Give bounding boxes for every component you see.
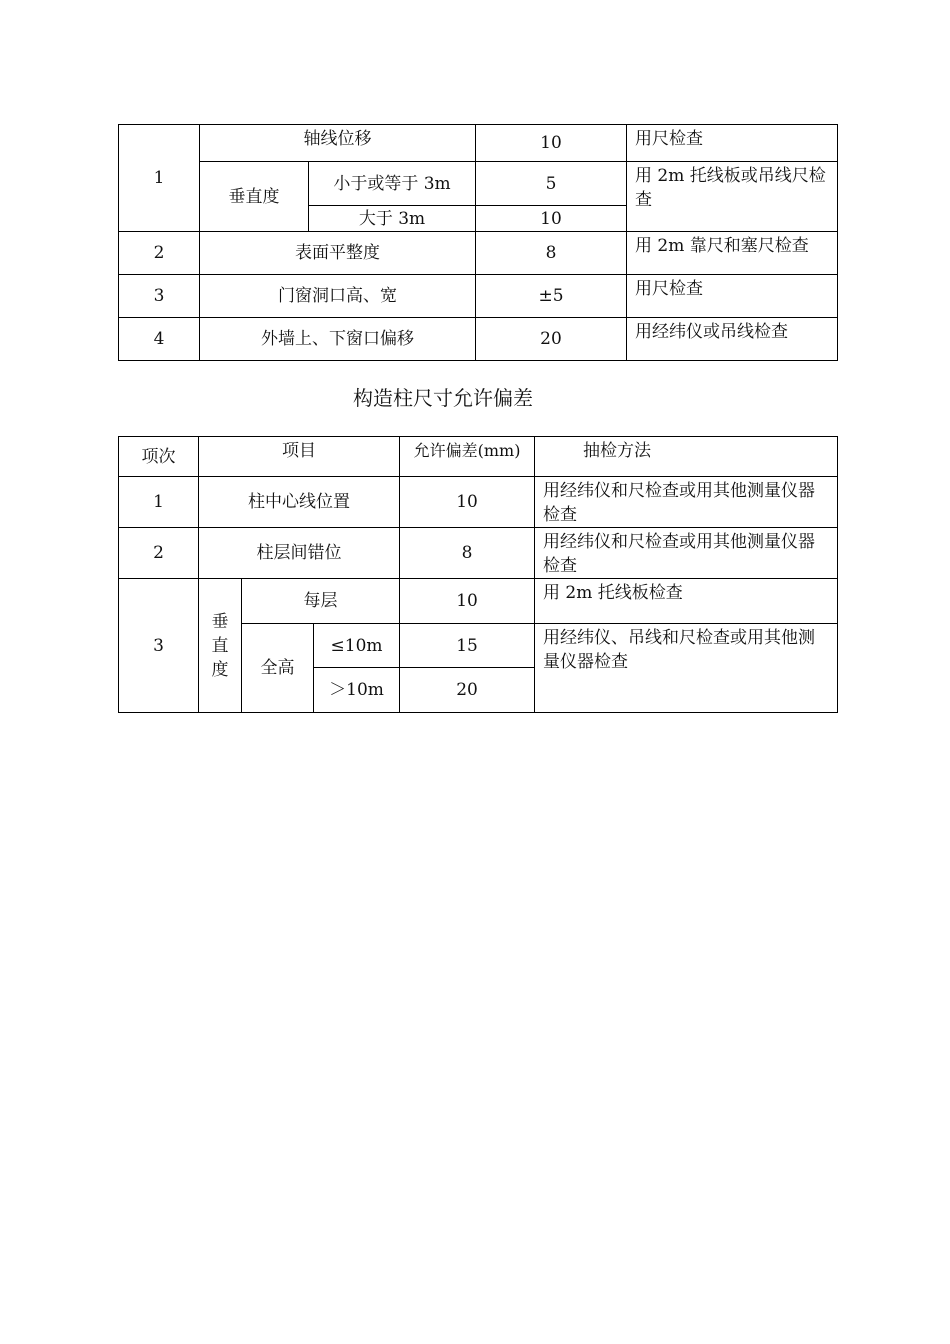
header-no: 项次 bbox=[119, 437, 199, 477]
value-cell: 8 bbox=[400, 528, 535, 579]
row-no: 1 bbox=[119, 477, 199, 528]
sub-item-cell: 大于 3m bbox=[309, 206, 476, 232]
value-cell: 10 bbox=[400, 477, 535, 528]
sub-item-cell: ＞10m bbox=[314, 668, 400, 713]
item-cell: 外墙上、下窗口偏移 bbox=[200, 318, 476, 361]
item-cell: 轴线位移 bbox=[200, 125, 476, 162]
group-label: 垂直度 bbox=[211, 611, 229, 680]
value-cell: 10 bbox=[400, 579, 535, 624]
value-cell: ±5 bbox=[476, 275, 627, 318]
method-cell: 用经纬仪、吊线和尺检查或用其他测量仪器检查 bbox=[535, 624, 838, 713]
row-no: 3 bbox=[119, 275, 200, 318]
method-cell: 用经纬仪和尺检查或用其他测量仪器检查 bbox=[535, 477, 838, 528]
row-no: 3 bbox=[119, 579, 199, 713]
header-tolerance: 允许偏差(mm) bbox=[400, 437, 535, 477]
group-cell: 垂直度 bbox=[200, 162, 309, 232]
method-cell: 用尺检查 bbox=[627, 275, 838, 318]
row-no: 4 bbox=[119, 318, 200, 361]
value-cell: 10 bbox=[476, 125, 627, 162]
item-cell: 柱层间错位 bbox=[199, 528, 400, 579]
sub-item-cell: 小于或等于 3m bbox=[309, 162, 476, 206]
item-cell: 柱中心线位置 bbox=[199, 477, 400, 528]
row-no: 1 bbox=[119, 125, 200, 232]
sub-item-cell: 每层 bbox=[242, 579, 400, 624]
row-no: 2 bbox=[119, 528, 199, 579]
tolerance-table-2 bbox=[118, 436, 838, 713]
header-method: 抽检方法 bbox=[535, 437, 838, 477]
value-cell: 5 bbox=[476, 162, 627, 206]
item-cell: 门窗洞口高、宽 bbox=[200, 275, 476, 318]
tolerance-table-1 bbox=[118, 124, 838, 361]
value-cell: 8 bbox=[476, 232, 627, 275]
method-cell: 用 2m 托线板检查 bbox=[535, 579, 838, 624]
header-item: 项目 bbox=[199, 437, 400, 477]
value-cell: 20 bbox=[476, 318, 627, 361]
sub-item-cell: ≤10m bbox=[314, 624, 400, 668]
method-cell: 用经纬仪和尺检查或用其他测量仪器检查 bbox=[535, 528, 838, 579]
row-no: 2 bbox=[119, 232, 200, 275]
table-title: 构造柱尺寸允许偏差 bbox=[353, 386, 533, 410]
group-cell bbox=[199, 579, 242, 713]
item-cell: 表面平整度 bbox=[200, 232, 476, 275]
method-cell: 用经纬仪或吊线检查 bbox=[627, 318, 838, 361]
method-cell: 用尺检查 bbox=[627, 125, 838, 162]
method-cell: 用 2m 托线板或吊线尺检查 bbox=[627, 162, 838, 232]
value-cell: 10 bbox=[476, 206, 627, 232]
method-cell: 用 2m 靠尺和塞尺检查 bbox=[627, 232, 838, 275]
sub-item-cell: 全高 bbox=[242, 624, 314, 713]
value-cell: 15 bbox=[400, 624, 535, 668]
value-cell: 20 bbox=[400, 668, 535, 713]
